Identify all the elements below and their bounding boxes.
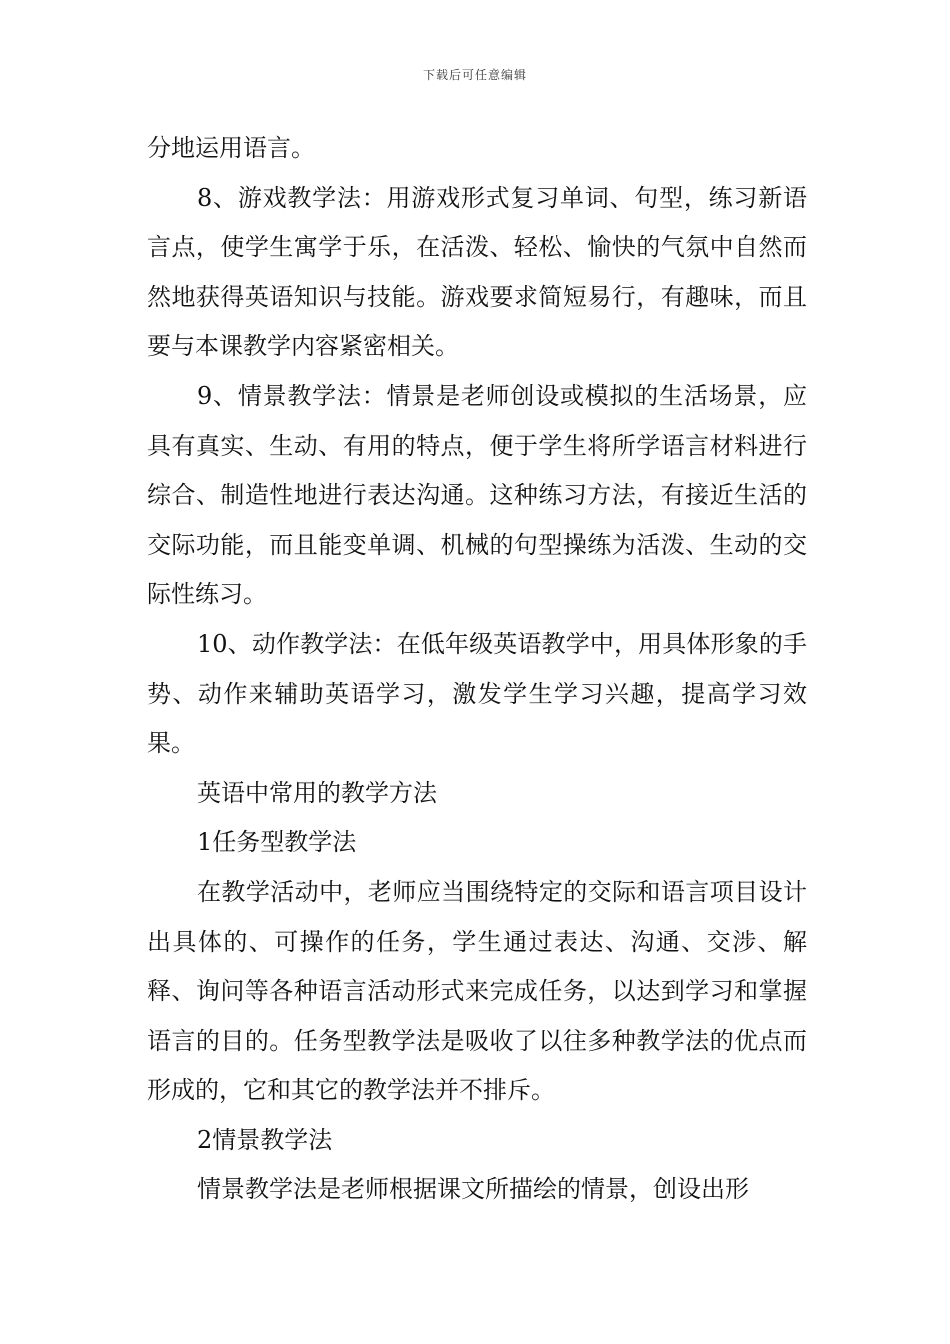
paragraph-game-teaching: 8、游戏教学法：用游戏形式复习单词、句型，练习新语言点，使学生寓学于乐，在活泼、轻松、愉快的气氛中自然而然地获得英语知识与技能。游戏要求简短易行，有趣味，而且要与本课教学内容紧密相关。 [147,183,807,361]
section-heading-common-methods: 英语中常用的教学方法 [197,778,437,807]
document-body [147,124,807,1215]
paragraph-task-based: 在教学活动中，老师应当围绕特定的交际和语言项目设计出具体的、可操作的任务，学生通过表达、沟通、交涉、解释、询问等各种语言活动形式来完成任务，以达到学习和掌握语言的目的。任务型教学法是吸收了以往多种教学法的优点而形成的，它和其它的教学法并不排斥。 [147,877,807,1105]
paragraph-situation-teaching: 9、情景教学法：情景是老师创设或模拟的生活场景，应具有真实、生动、有用的特点，便于学生将所学语言材料进行综合、制造性地进行表达沟通。这种练习方法，有接近生活的交际功能，而且能变单调、机械的句型操练为活泼、生动的交际性练习。 [147,381,807,609]
paragraph-action-teaching: 10、动作教学法：在低年级英语教学中，用具体形象的手势、动作来辅助英语学习，激发学生学习兴趣，提高学习效果。 [147,629,807,758]
page-header: 下载后可任意编辑 [422,68,527,82]
subheading-situational: 2情景教学法 [197,1125,333,1154]
subheading-task-based: 1任务型教学法 [197,828,357,857]
paragraph-situational: 情景教学法是老师根据课文所描绘的情景，创设出形 [197,1175,749,1204]
paragraph-continuation: 分地运用语言。 [147,134,315,162]
